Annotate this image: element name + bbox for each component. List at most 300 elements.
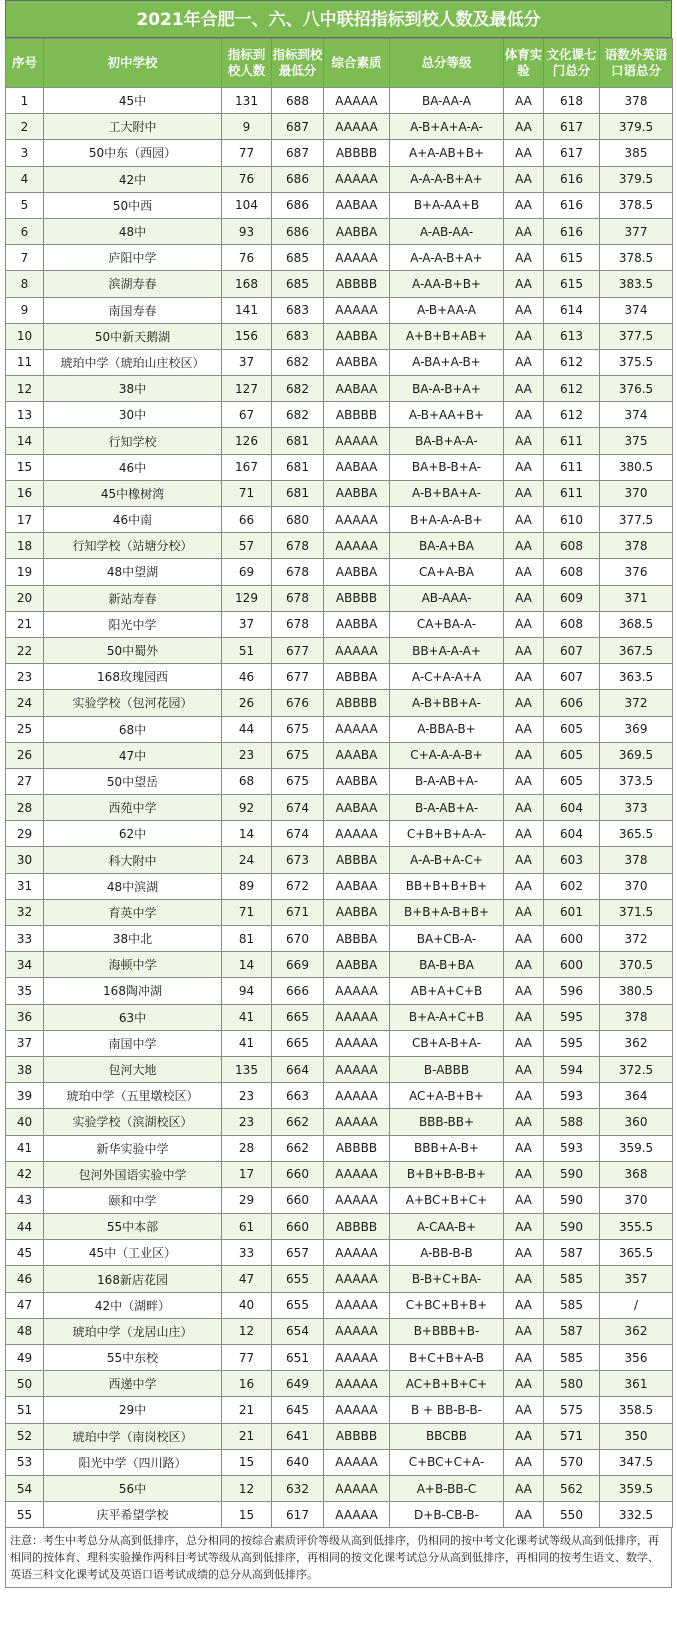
cell-grade: BBB+A-B+ (390, 1135, 504, 1161)
cell-school: 庆平希望学校 (44, 1502, 222, 1528)
cell-index: 9 (6, 297, 44, 323)
cell-pe-lab: AA (504, 1318, 544, 1344)
cell-pe-lab: AA (504, 1214, 544, 1240)
cell-quota: 129 (222, 585, 272, 611)
cell-lang-total: 358.5 (600, 1397, 673, 1423)
cell-lang-total: 368.5 (600, 611, 673, 637)
cell-lang-total: 369.5 (600, 742, 673, 768)
cell-quality: AAAAA (324, 1371, 390, 1397)
cell-quota: 76 (222, 245, 272, 271)
cell-quality: AAAAA (324, 716, 390, 742)
cell-quota: 24 (222, 847, 272, 873)
cell-index: 24 (6, 690, 44, 716)
table-row (6, 1135, 673, 1161)
table-row (6, 140, 673, 166)
cell-quota: 57 (222, 533, 272, 559)
cell-lang-total: 355.5 (600, 1214, 673, 1240)
cell-quota: 33 (222, 1240, 272, 1266)
cell-lang-total: 365.5 (600, 1240, 673, 1266)
sheet-title: 2021年合肥一、六、八中联招指标到校人数及最低分 (5, 0, 672, 38)
cell-lang-total: 378.5 (600, 192, 673, 218)
cell-school: 50中东（西园） (44, 140, 222, 166)
cell-min-score: 683 (272, 323, 324, 349)
cell-seven-total: 605 (544, 768, 600, 794)
cell-quota: 29 (222, 1187, 272, 1213)
cell-grade: B+C+B+A-B (390, 1345, 504, 1371)
cell-seven-total: 613 (544, 323, 600, 349)
cell-quota: 47 (222, 1266, 272, 1292)
cell-pe-lab: AA (504, 690, 544, 716)
cell-pe-lab: AA (504, 1240, 544, 1266)
cell-school: 琥珀中学（南岗校区） (44, 1423, 222, 1449)
cell-grade: AB+A+C+B (390, 978, 504, 1004)
cell-seven-total: 604 (544, 795, 600, 821)
cell-lang-total: 378.5 (600, 245, 673, 271)
cell-school: 育英中学 (44, 899, 222, 925)
table-row (6, 1423, 673, 1449)
table-row (6, 1449, 673, 1475)
cell-grade: AC+B+B+C+ (390, 1371, 504, 1397)
col-header-quality: 综合素质 (324, 39, 390, 88)
cell-quota: 17 (222, 1161, 272, 1187)
cell-quality: AABAA (324, 873, 390, 899)
cell-school: 42中 (44, 166, 222, 192)
cell-quota: 127 (222, 376, 272, 402)
cell-seven-total: 580 (544, 1371, 600, 1397)
table-row (6, 218, 673, 244)
cell-seven-total: 550 (544, 1502, 600, 1528)
cell-min-score: 660 (272, 1161, 324, 1187)
cell-grade: D+B-CB-B- (390, 1502, 504, 1528)
cell-quota: 37 (222, 349, 272, 375)
cell-quality: AABAA (324, 192, 390, 218)
cell-seven-total: 590 (544, 1161, 600, 1187)
cell-grade: BA+B-B+A- (390, 454, 504, 480)
cell-grade: B+A-AA+B (390, 192, 504, 218)
cell-min-score: 676 (272, 690, 324, 716)
cell-pe-lab: AA (504, 664, 544, 690)
table-row (6, 114, 673, 140)
cell-seven-total: 590 (544, 1214, 600, 1240)
cell-quota: 131 (222, 88, 272, 114)
cell-index: 34 (6, 952, 44, 978)
cell-pe-lab: AA (504, 559, 544, 585)
cell-grade: A-A-A-B+A+ (390, 166, 504, 192)
cell-school: 50中望岳 (44, 768, 222, 794)
cell-quality: AAAAA (324, 821, 390, 847)
table-row (6, 1214, 673, 1240)
cell-lang-total: 373.5 (600, 768, 673, 794)
cell-grade: A-B+AA-A (390, 297, 504, 323)
cell-min-score: 678 (272, 585, 324, 611)
cell-quota: 71 (222, 480, 272, 506)
cell-seven-total: 605 (544, 716, 600, 742)
cell-lang-total: 350 (600, 1423, 673, 1449)
cell-pe-lab: AA (504, 1056, 544, 1082)
cell-lang-total: 378 (600, 847, 673, 873)
cell-grade: B-B+C+BA- (390, 1266, 504, 1292)
cell-pe-lab: AA (504, 454, 544, 480)
cell-seven-total: 617 (544, 114, 600, 140)
cell-min-score: 640 (272, 1449, 324, 1475)
cell-index: 35 (6, 978, 44, 1004)
cell-quota: 41 (222, 1004, 272, 1030)
cell-seven-total: 616 (544, 192, 600, 218)
cell-quality: AABBA (324, 952, 390, 978)
table-row (6, 821, 673, 847)
cell-quota: 14 (222, 952, 272, 978)
cell-seven-total: 571 (544, 1423, 600, 1449)
cell-quality: AABBA (324, 768, 390, 794)
table-row (6, 533, 673, 559)
cell-lang-total: 378 (600, 88, 673, 114)
cell-lang-total: 380.5 (600, 978, 673, 1004)
cell-index: 40 (6, 1109, 44, 1135)
cell-min-score: 686 (272, 192, 324, 218)
cell-grade: B-ABBB (390, 1056, 504, 1082)
cell-school: 实验学校（滨湖校区） (44, 1109, 222, 1135)
col-header-school: 初中学校 (44, 39, 222, 88)
cell-quality: AAAAA (324, 1318, 390, 1344)
cell-min-score: 645 (272, 1397, 324, 1423)
cell-school: 48中滨湖 (44, 873, 222, 899)
cell-grade: BA-AA-A (390, 88, 504, 114)
cell-lang-total: 362 (600, 1030, 673, 1056)
cell-index: 49 (6, 1345, 44, 1371)
cell-quota: 89 (222, 873, 272, 899)
cell-grade: A-C+A-A+A (390, 664, 504, 690)
cell-min-score: 662 (272, 1135, 324, 1161)
cell-index: 21 (6, 611, 44, 637)
cell-grade: BB+A-A-A+ (390, 637, 504, 663)
table-row (6, 1056, 673, 1082)
cell-quota: 76 (222, 166, 272, 192)
cell-pe-lab: AA (504, 114, 544, 140)
cell-min-score: 687 (272, 114, 324, 140)
cell-min-score: 651 (272, 1345, 324, 1371)
cell-quality: ABBBB (324, 585, 390, 611)
cell-pe-lab: AA (504, 1345, 544, 1371)
cell-quality: AAAAA (324, 1345, 390, 1371)
table-row (6, 742, 673, 768)
cell-pe-lab: AA (504, 480, 544, 506)
cell-seven-total: 611 (544, 428, 600, 454)
cell-grade: B+A-A+C+B (390, 1004, 504, 1030)
cell-index: 17 (6, 507, 44, 533)
cell-quota: 104 (222, 192, 272, 218)
cell-index: 53 (6, 1449, 44, 1475)
cell-lang-total: 332.5 (600, 1502, 673, 1528)
cell-lang-total: 367.5 (600, 637, 673, 663)
cell-seven-total: 614 (544, 297, 600, 323)
cell-grade: BA-A-B+A+ (390, 376, 504, 402)
cell-seven-total: 602 (544, 873, 600, 899)
cell-pe-lab: AA (504, 402, 544, 428)
cell-pe-lab: AA (504, 218, 544, 244)
cell-school: 68中 (44, 716, 222, 742)
col-header-quota: 指标到校人数 (222, 39, 272, 88)
cell-min-score: 664 (272, 1056, 324, 1082)
cell-seven-total: 590 (544, 1187, 600, 1213)
cell-min-score: 688 (272, 88, 324, 114)
cell-quota: 41 (222, 1030, 272, 1056)
table-row (6, 1083, 673, 1109)
cell-quality: AABBA (324, 899, 390, 925)
table-row (6, 454, 673, 480)
table-row (6, 1371, 673, 1397)
cell-grade: BA-A+BA (390, 533, 504, 559)
cell-quality: AAAAA (324, 1187, 390, 1213)
cell-quality: AAAAA (324, 1475, 390, 1501)
cell-seven-total: 610 (544, 507, 600, 533)
table-row (6, 716, 673, 742)
cell-school: 29中 (44, 1397, 222, 1423)
cell-index: 4 (6, 166, 44, 192)
cell-school: 琥珀中学（龙居山庄） (44, 1318, 222, 1344)
cell-index: 43 (6, 1187, 44, 1213)
cell-index: 51 (6, 1397, 44, 1423)
cell-lang-total: 369 (600, 716, 673, 742)
cell-index: 38 (6, 1056, 44, 1082)
cell-quota: 46 (222, 664, 272, 690)
cell-lang-total: 376 (600, 559, 673, 585)
cell-min-score: 666 (272, 978, 324, 1004)
cell-index: 7 (6, 245, 44, 271)
cell-pe-lab: AA (504, 1502, 544, 1528)
cell-grade: BBB-BB+ (390, 1109, 504, 1135)
cell-min-score: 677 (272, 637, 324, 663)
cell-quality: AAAAA (324, 428, 390, 454)
cell-min-score: 655 (272, 1266, 324, 1292)
cell-school: 46中南 (44, 507, 222, 533)
cell-seven-total: 615 (544, 245, 600, 271)
cell-index: 48 (6, 1318, 44, 1344)
table-row (6, 323, 673, 349)
cell-pe-lab: AA (504, 873, 544, 899)
cell-lang-total: 368 (600, 1161, 673, 1187)
cell-pe-lab: AA (504, 1030, 544, 1056)
cell-school: 新站寿春 (44, 585, 222, 611)
cell-school: 168玫瑰园西 (44, 664, 222, 690)
cell-lang-total: 360 (600, 1109, 673, 1135)
cell-lang-total: 377 (600, 218, 673, 244)
cell-quota: 135 (222, 1056, 272, 1082)
cell-quality: ABBBB (324, 690, 390, 716)
cell-seven-total: 616 (544, 166, 600, 192)
cell-pe-lab: AA (504, 952, 544, 978)
cell-grade: A-B+AA+B+ (390, 402, 504, 428)
cell-grade: A-BA+A-B+ (390, 349, 504, 375)
cell-grade: B+BBB+B- (390, 1318, 504, 1344)
cell-index: 13 (6, 402, 44, 428)
cell-min-score: 654 (272, 1318, 324, 1344)
cell-quota: 77 (222, 140, 272, 166)
cell-grade: C+B+B+A-A- (390, 821, 504, 847)
cell-grade: A-A-A-B+A+ (390, 245, 504, 271)
cell-quota: 21 (222, 1423, 272, 1449)
cell-min-score: 655 (272, 1292, 324, 1318)
cell-index: 36 (6, 1004, 44, 1030)
table-row (6, 559, 673, 585)
cell-quality: AAABA (324, 742, 390, 768)
cell-quality: AAAAA (324, 1449, 390, 1475)
cell-index: 41 (6, 1135, 44, 1161)
cell-min-score: 632 (272, 1475, 324, 1501)
cell-pe-lab: AA (504, 1266, 544, 1292)
cell-seven-total: 575 (544, 1397, 600, 1423)
cell-quality: AABAA (324, 376, 390, 402)
table-row (6, 1475, 673, 1501)
cell-seven-total: 604 (544, 821, 600, 847)
cell-quality: AABAA (324, 454, 390, 480)
cell-min-score: 665 (272, 1030, 324, 1056)
cell-index: 39 (6, 1083, 44, 1109)
table-row (6, 402, 673, 428)
cell-index: 20 (6, 585, 44, 611)
cell-lang-total: 378 (600, 533, 673, 559)
cell-grade: BA-B+A-A- (390, 428, 504, 454)
cell-seven-total: 585 (544, 1345, 600, 1371)
cell-grade: A-BBA-B+ (390, 716, 504, 742)
cell-min-score: 675 (272, 716, 324, 742)
cell-pe-lab: AA (504, 1109, 544, 1135)
cell-quota: 23 (222, 742, 272, 768)
table-row (6, 795, 673, 821)
cell-grade: CA+A-BA (390, 559, 504, 585)
cell-quota: 167 (222, 454, 272, 480)
cell-seven-total: 609 (544, 585, 600, 611)
cell-pe-lab: AA (504, 1449, 544, 1475)
table-row (6, 847, 673, 873)
cell-grade: A-AB-AA- (390, 218, 504, 244)
cell-index: 37 (6, 1030, 44, 1056)
cell-lang-total: 373 (600, 795, 673, 821)
cell-min-score: 670 (272, 926, 324, 952)
cell-quota: 28 (222, 1135, 272, 1161)
cell-quota: 141 (222, 297, 272, 323)
cell-index: 22 (6, 637, 44, 663)
cell-seven-total: 605 (544, 742, 600, 768)
cell-min-score: 682 (272, 376, 324, 402)
table-row (6, 690, 673, 716)
cell-grade: A-B+BA+A- (390, 480, 504, 506)
cell-school: 滨湖寿春 (44, 271, 222, 297)
table-row (6, 166, 673, 192)
cell-min-score: 617 (272, 1502, 324, 1528)
cell-lang-total: / (600, 1292, 673, 1318)
cell-quality: AAAAA (324, 1292, 390, 1318)
cell-quality: ABBBA (324, 664, 390, 690)
cell-quality: AAAAA (324, 1109, 390, 1135)
cell-quality: ABBBB (324, 1214, 390, 1240)
cell-school: 50中西 (44, 192, 222, 218)
cell-school: 168陶冲湖 (44, 978, 222, 1004)
cell-pe-lab: AA (504, 1423, 544, 1449)
cell-school: 南国中学 (44, 1030, 222, 1056)
cell-min-score: 681 (272, 480, 324, 506)
cell-school: 庐阳中学 (44, 245, 222, 271)
cell-lang-total: 371 (600, 585, 673, 611)
cell-seven-total: 608 (544, 559, 600, 585)
cell-index: 5 (6, 192, 44, 218)
cell-school: 包河大地 (44, 1056, 222, 1082)
cell-grade: C+BC+B+B+ (390, 1292, 504, 1318)
cell-school: 科大附中 (44, 847, 222, 873)
cell-quota: 16 (222, 1371, 272, 1397)
cell-quota: 94 (222, 978, 272, 1004)
cell-quality: AAAAA (324, 533, 390, 559)
cell-pe-lab: AA (504, 1083, 544, 1109)
cell-pe-lab: AA (504, 926, 544, 952)
table-row (6, 192, 673, 218)
cell-lang-total: 370 (600, 480, 673, 506)
cell-school: 包河外国语实验中学 (44, 1161, 222, 1187)
cell-quota: 40 (222, 1292, 272, 1318)
cell-index: 55 (6, 1502, 44, 1528)
table-row (6, 1397, 673, 1423)
cell-index: 28 (6, 795, 44, 821)
cell-quality: ABBBB (324, 1135, 390, 1161)
table-row (6, 926, 673, 952)
table-row (6, 271, 673, 297)
cell-quality: AABBA (324, 559, 390, 585)
table-row (6, 245, 673, 271)
score-table (5, 38, 673, 1528)
cell-quality: ABBBA (324, 926, 390, 952)
cell-quota: 23 (222, 1109, 272, 1135)
cell-lang-total: 372 (600, 690, 673, 716)
cell-school: 西苑中学 (44, 795, 222, 821)
cell-seven-total: 595 (544, 1004, 600, 1030)
cell-seven-total: 616 (544, 218, 600, 244)
cell-index: 3 (6, 140, 44, 166)
cell-school: 55中本部 (44, 1214, 222, 1240)
cell-quality: AABAA (324, 795, 390, 821)
table-row (6, 1109, 673, 1135)
cell-quality: AAAAA (324, 1161, 390, 1187)
cell-lang-total: 376.5 (600, 376, 673, 402)
cell-quota: 77 (222, 1345, 272, 1371)
cell-min-score: 673 (272, 847, 324, 873)
cell-seven-total: 606 (544, 690, 600, 716)
cell-pe-lab: AA (504, 140, 544, 166)
cell-min-score: 657 (272, 1240, 324, 1266)
cell-school: 45中（工业区） (44, 1240, 222, 1266)
cell-grade: BA+CB-A- (390, 926, 504, 952)
cell-index: 19 (6, 559, 44, 585)
cell-lang-total: 361 (600, 1371, 673, 1397)
cell-quality: ABBBB (324, 271, 390, 297)
cell-seven-total: 601 (544, 899, 600, 925)
cell-pe-lab: AA (504, 271, 544, 297)
cell-min-score: 686 (272, 166, 324, 192)
cell-index: 12 (6, 376, 44, 402)
cell-index: 1 (6, 88, 44, 114)
cell-pe-lab: AA (504, 742, 544, 768)
cell-school: 46中 (44, 454, 222, 480)
cell-min-score: 683 (272, 297, 324, 323)
cell-index: 52 (6, 1423, 44, 1449)
cell-school: 阳光中学（四川路） (44, 1449, 222, 1475)
cell-index: 15 (6, 454, 44, 480)
cell-seven-total: 611 (544, 454, 600, 480)
table-row (6, 978, 673, 1004)
cell-quota: 66 (222, 507, 272, 533)
cell-grade: A-B+A+A-A- (390, 114, 504, 140)
cell-school: 琥珀中学（琥珀山庄校区） (44, 349, 222, 375)
cell-pe-lab: AA (504, 192, 544, 218)
cell-lang-total: 362 (600, 1318, 673, 1344)
